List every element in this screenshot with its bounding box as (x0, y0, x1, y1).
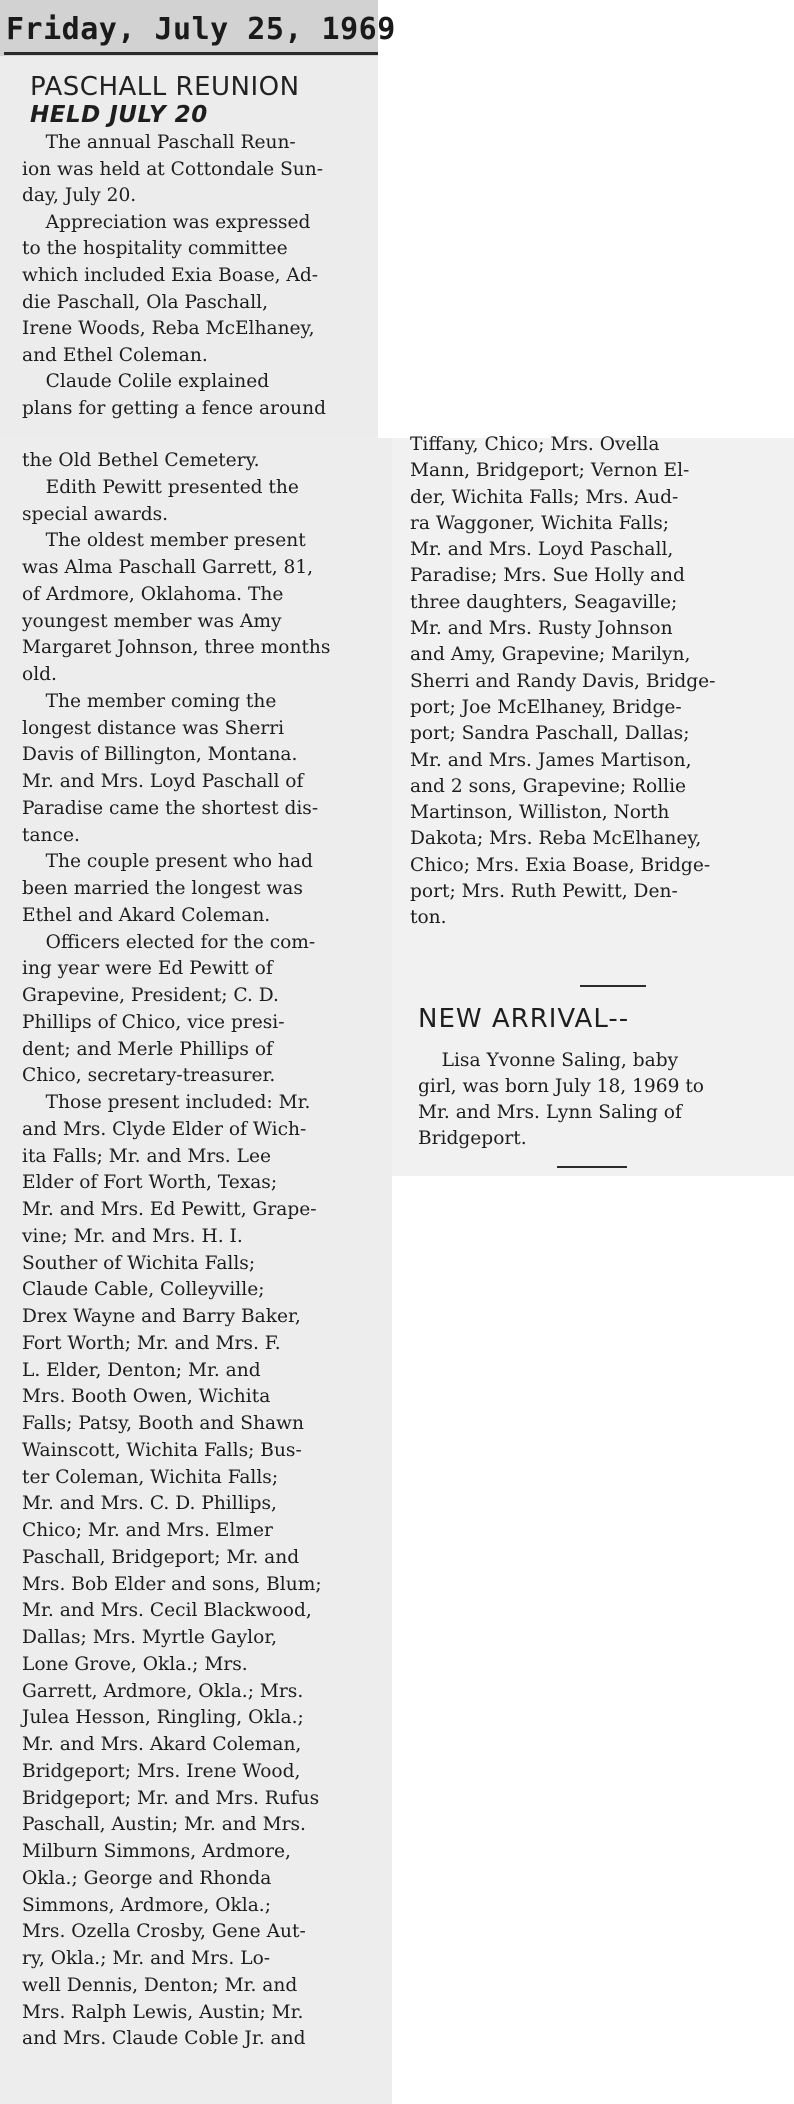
article-end-rule (580, 985, 646, 987)
dateline: Friday, July 25, 1969 (6, 12, 396, 47)
new-arrival-headline: NEW ARRIVAL-- (418, 1004, 630, 1034)
article-subhead: HELD JULY 20 (30, 102, 208, 128)
article-headline: PASCHALL REUNION (30, 72, 300, 102)
dateline-rule (4, 52, 378, 55)
new-arrival-end-rule (557, 1166, 627, 1168)
article-intro-text: The annual Paschall Reun- ion was held at Cottondale Sun- day, July 20. Appreciation was expressed to the hospitality committee which included Exia Boase, Ad- die Paschall, Ola Paschall, Irene Woods, Reba McElhaney, and Ethel Coleman. Claude Colile explained plans for getting a fence around (22, 132, 327, 419)
article-right-column-text: Tiffany, Chico; Mrs. Ovella Mann, Bridgeport; Vernon El- der, Wichita Falls; Mrs. Aud- ra Waggoner, Wichita Falls; Mr. and Mrs. Loyd Paschall, Paradise; Mrs. Sue Holly and three daughters, Seagaville; Mr. and Mrs. Rusty Johnson and Amy, Grapevine; Marilyn, Sherri and Randy Davis, Bridge- port; Joe McElhaney, Bridge- port; Sandra Paschall, Dallas; Mr. and Mrs. James Martison, and 2 sons, Grapevine; Rollie Martinson, Williston, North Dakota; Mrs. Reba McElhaney, Chico; Mrs. Exia Boase, Bridge- port; Mrs. Ruth Pewitt, Den- ton. (410, 434, 716, 929)
new-arrival-text: Lisa Yvonne Saling, baby girl, was born July 18, 1969 to Mr. and Mrs. Lynn Saling of Bridgeport. (418, 1050, 704, 1149)
article-left-column-text: the Old Bethel Cemetery. Edith Pewitt presented the special awards. The oldest member present was Alma Paschall Garrett, 81, of Ardmore, Oklahoma. The youngest member was Amy Margaret Johnson, three months old. The member coming the longest distance was Sherri Davis of Billington, Montana. Mr. and Mrs. Loyd Paschall of Paradise came the shortest dis- tance. The couple present who had been married the longest was Ethel and Akard Coleman. Officers elected for the com- ing year were Ed Pewitt of Grapevine, President; C. D. Phillips of Chico, vice presi- dent; and Merle Phillips of Chico, secretary-treasurer. Those present included: Mr. and Mrs. Clyde Elder of Wich- ita Falls; Mr. and Mrs. Lee Elder of Fort Worth, Texas; Mr. and Mrs. Ed Pewitt, Grape- vine; Mr. and Mrs. H. I. Souther of Wichita Falls; Claude Cable, Colleyville; Drex Wayne and Barry Baker, Fort Worth; Mr. and Mrs. F. L. Elder, Denton; Mr. and Mrs. Booth Owen, Wichita Falls; Patsy, Booth and Shawn Wainscott, Wichita Falls; Bus- ter Coleman, Wichita Falls; Mr. and Mrs. C. D. Phillips, Chico; Mr. and Mrs. Elmer Paschall, Bridgeport; Mr. and Mrs. Bob Elder and sons, Blum; Mr. and Mrs. Cecil Blackwood, Dallas; Mrs. Myrtle Gaylor, Lone Grove, Okla.; Mrs. Garrett, Ardmore, Okla.; Mrs. Julea Hesson, Ringling, Okla.; Mr. and Mrs. Akard Coleman, Bridgeport; Mrs. Irene Wood, Bridgeport; Mr. and Mrs. Rufus Paschall, Austin; Mr. and Mrs. Milburn Simmons, Ardmore, Okla.; George and Rhonda Simmons, Ardmore, Okla.; Mrs. Ozella Crosby, Gene Aut- ry, Okla.; Mr. and Mrs. Lo- well Dennis, Denton; Mr. and Mrs. Ralph Lewis, Austin; Mr. and Mrs. Claude Coble Jr. and (22, 450, 331, 2050)
